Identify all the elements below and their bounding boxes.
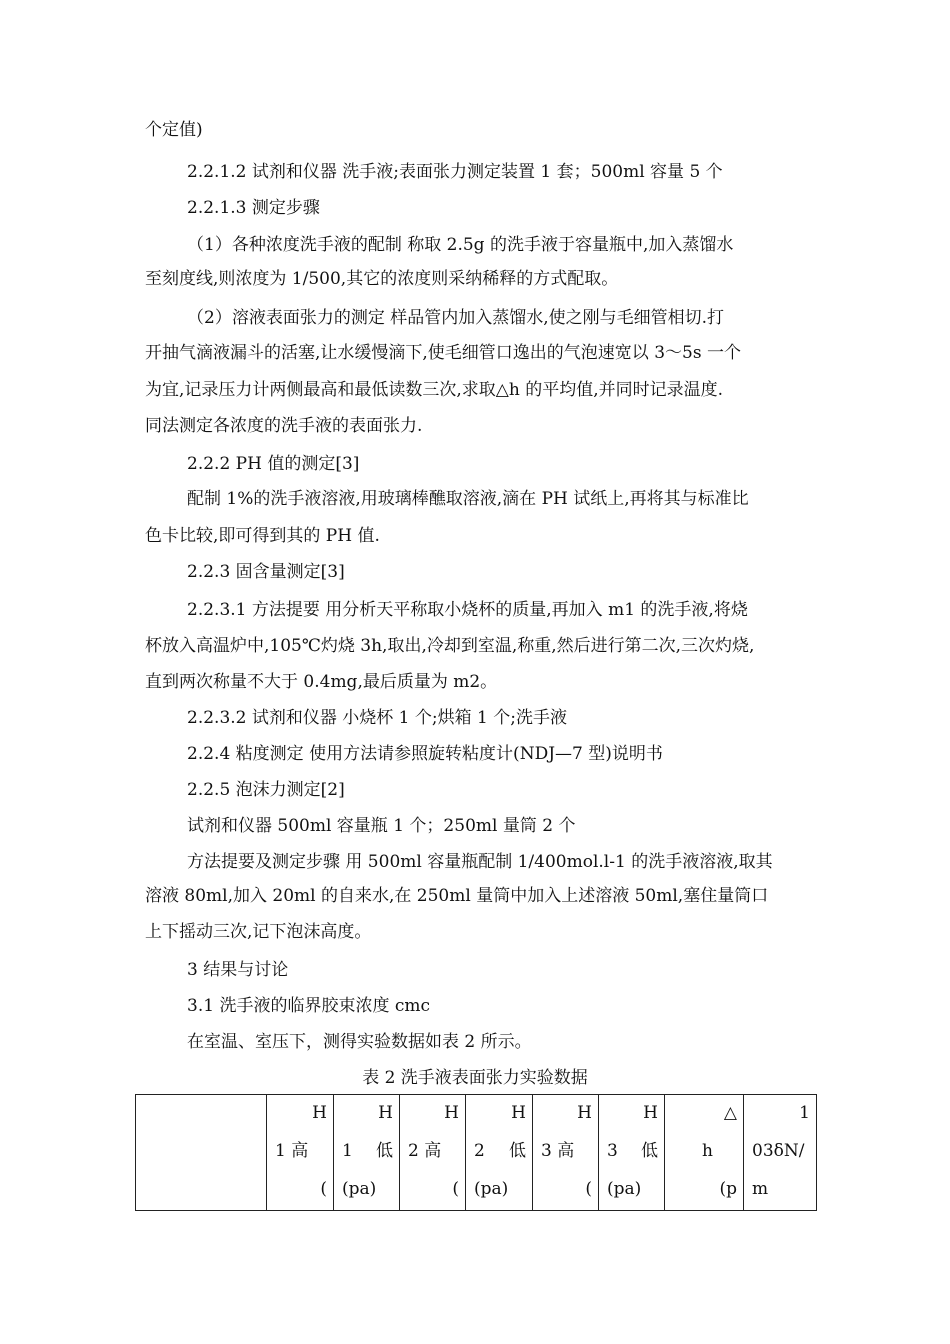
paragraph-line: 至刻度线,则浓度为 1/500,其它的浓度则采纳稀释的方式配取。 [145,269,619,289]
paragraph-line: （1）各种浓度洗手液的配制 称取 2.5g 的洗手液于容量瓶中,加入蒸馏水 [187,235,734,255]
paragraph-line: 2.2.4 粘度测定 使用方法请参照旋转粘度计(NDJ—7 型)说明书 [187,744,663,764]
header-line-1: 1 [799,1103,810,1123]
paragraph-line: 为宜,记录压力计两侧最高和最低读数三次,求取△h 的平均值,并同时记录温度. [145,380,724,400]
header-line-2: 1 高 [275,1141,309,1161]
header-line-1: H [643,1103,658,1123]
header-line-2: 03δN/ [752,1141,805,1161]
paragraph-line: 杯放入高温炉中,105℃灼烧 3h,取出,冷却到室温,称重,然后进行第二次,三次灼烧, [145,636,755,656]
table-caption: 表 2 洗手液表面张力实验数据 [362,1068,588,1088]
paragraph-line: 2.2.3.1 方法提要 用分析天平称取小烧杯的质量,再加入 m1 的洗手液,将烧 [187,600,748,620]
header-line-2: h [702,1141,713,1161]
header-line-1: H [312,1103,327,1123]
table-header-cell [744,1095,817,1211]
header-line-2-right: 低 [509,1141,526,1161]
paragraph-line: 2.2.1.2 试剂和仪器 洗手液;表面张力测定装置 1 套；500ml 容量 5 个 [187,162,723,182]
paragraph-line: （2）溶液表面张力的测定 样品管内加入蒸馏水,使之刚与毛细管相切.打 [187,308,725,328]
paragraph-line: 同法测定各浓度的洗手液的表面张力. [145,416,423,436]
data-table [135,1094,817,1211]
header-line-1: △ [723,1103,737,1123]
header-line-2-right: 低 [376,1141,393,1161]
table-header-cell [136,1095,267,1211]
paragraph-line: 色卡比较,即可得到其的 PH 值. [145,526,380,546]
paragraph-line: 上下摇动三次,记下泡沫高度。 [145,922,372,942]
paragraph-line: 2.2.5 泡沫力测定[2] [187,780,345,800]
paragraph-line: 2.2.1.3 测定步骤 [187,198,320,218]
header-line-2: 2 高 [408,1141,442,1161]
header-line-3: (pa) [474,1179,509,1199]
header-line-3: m [752,1179,769,1199]
header-line-1: H [444,1103,459,1123]
paragraph-line: 溶液 80ml,加入 20ml 的自来水,在 250ml 量筒中加入上述溶液 50ml,塞住量筒口 [145,886,769,906]
header-line-3: (pa) [607,1179,642,1199]
table-header-row [136,1095,817,1211]
table-header-cell [665,1095,744,1211]
table-header-cell [267,1095,334,1211]
paragraph-line: 方法提要及测定步骤 用 500ml 容量瓶配制 1/400mol.l-1 的洗手液溶液,取其 [187,852,773,872]
paragraph-line: 2.2.2 PH 值的测定[3] [187,454,360,474]
paragraph-line: 在室温、室压下，测得实验数据如表 2 所示。 [187,1032,532,1052]
header-line-1: H [511,1103,526,1123]
header-line-2: 2 [474,1141,485,1161]
header-line-1: H [577,1103,592,1123]
header-line-3: (pa) [342,1179,377,1199]
header-line-2: 1 [342,1141,353,1161]
table-header-cell [533,1095,599,1211]
table-header-cell [466,1095,533,1211]
header-line-1: H [378,1103,393,1123]
paragraph-line: 试剂和仪器 500ml 容量瓶 1 个；250ml 量筒 2 个 [187,816,576,836]
paragraph-line: 2.2.3 固含量测定[3] [187,562,345,582]
header-line-2-right: 低 [641,1141,658,1161]
header-line-3: ( [320,1179,327,1199]
table-header-cell [334,1095,400,1211]
table-header-cell [599,1095,665,1211]
header-line-2: 3 高 [541,1141,575,1161]
header-line-3: ( [452,1179,459,1199]
paragraph-line: 2.2.3.2 试剂和仪器 小烧杯 1 个;烘箱 1 个;洗手液 [187,708,567,728]
paragraph-line: 3 结果与讨论 [187,960,289,980]
header-line-2: 3 [607,1141,618,1161]
paragraph-line: 开抽气滴液漏斗的活塞,让水缓慢滴下,使毛细管口逸出的气泡速宽以 3～5s 一个 [145,343,741,363]
paragraph-line: 3.1 洗手液的临界胶束浓度 cmc [187,996,431,1016]
paragraph-line: 个定值) [145,120,203,140]
paragraph-line: 配制 1%的洗手液溶液,用玻璃棒醮取溶液,滴在 PH 试纸上,再将其与标准比 [187,489,749,509]
table-header-cell [400,1095,466,1211]
paragraph-line: 直到两次称量不大于 0.4mg,最后质量为 m2。 [145,672,498,692]
header-line-3: (p [719,1179,737,1199]
header-line-3: ( [585,1179,592,1199]
